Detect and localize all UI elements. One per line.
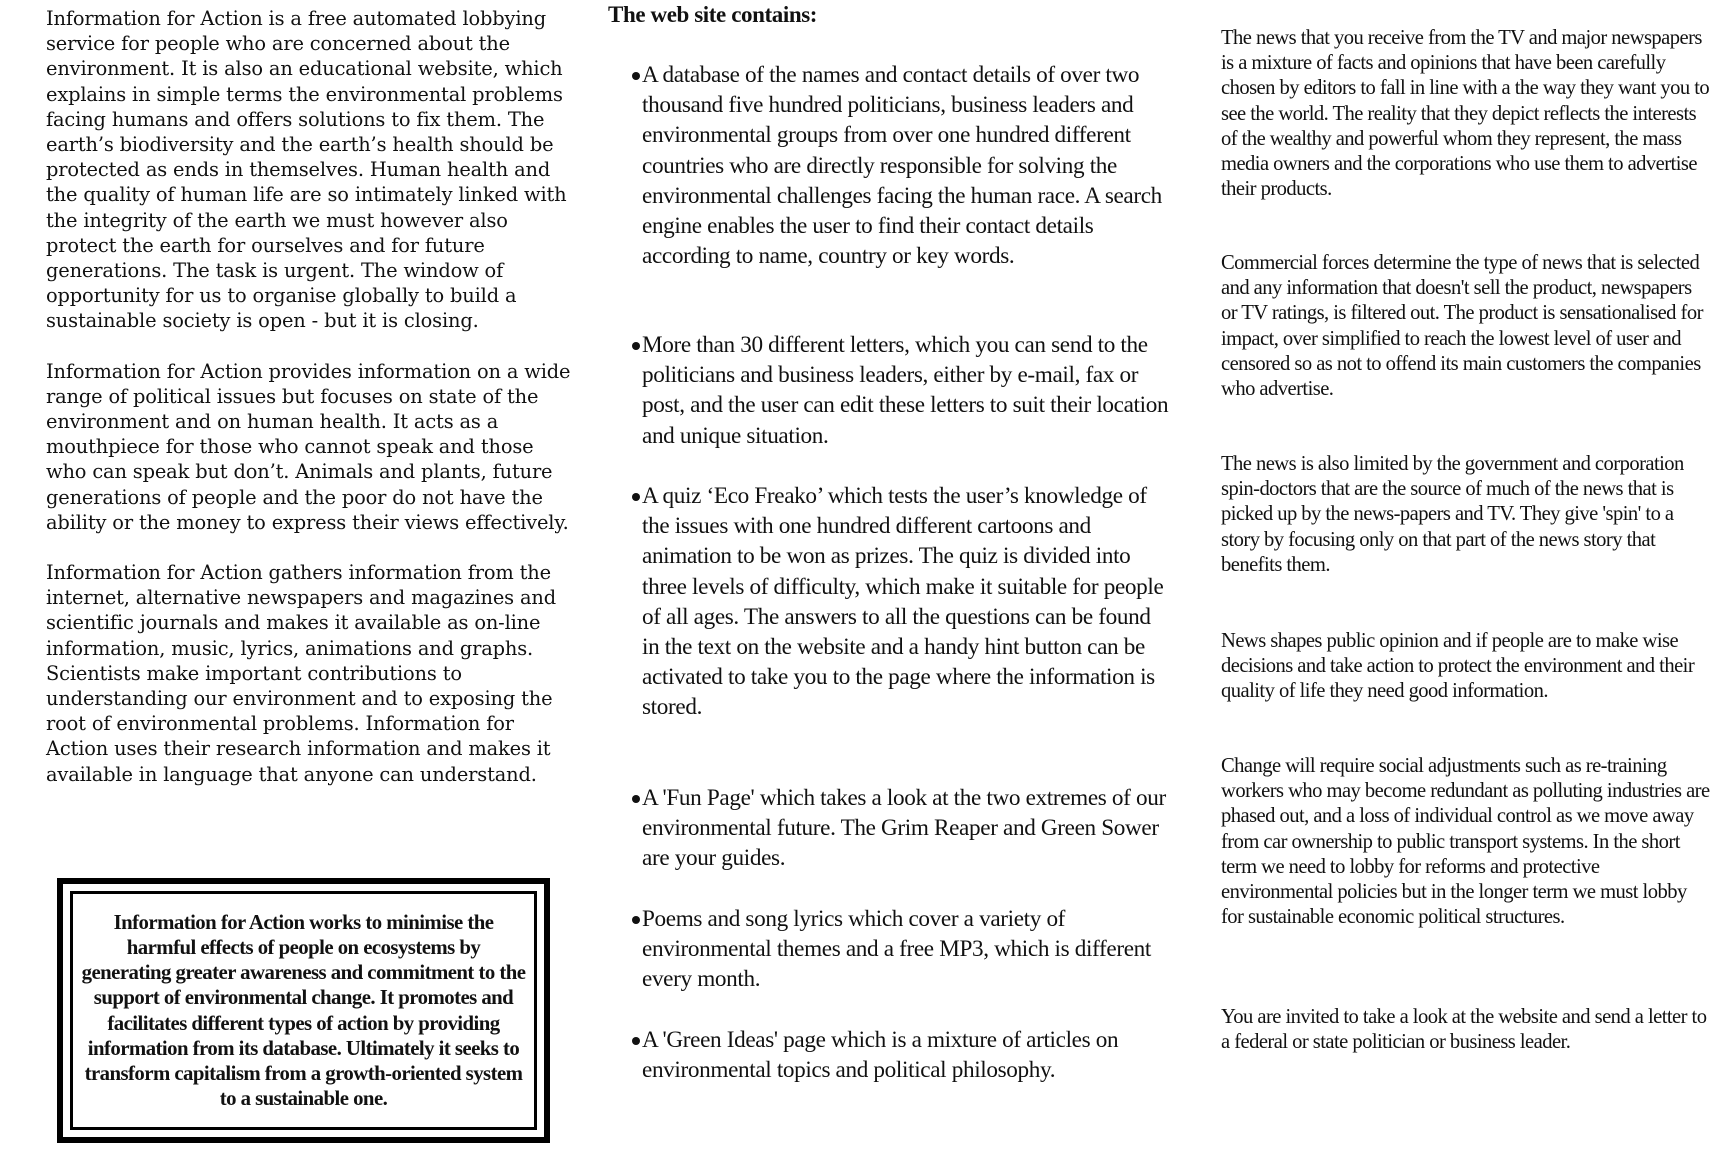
spin-doctors-paragraph: The news is also limited by the government and corporation spin-doctors that are the source of much of the news that is picked up by the news-papers and TV. They give 'spin' to a story by focusing only on that part of the news story that benefits them. bbox=[1221, 453, 1684, 576]
list-item-quiz bbox=[632, 481, 1172, 723]
mission-inner-border bbox=[70, 891, 537, 1130]
bullet-icon bbox=[632, 493, 640, 501]
list-item-poems bbox=[632, 904, 1172, 995]
change-paragraph: Change will require social adjustments such as re-training workers who may become redundant as polluting industries are phased out, and a loss of individual control as we move away from car ownership to public transport systems. In the short term we need to lobby for reforms and protective environmental policies but in the longer term we must lobby for sustainable economic political structures. bbox=[1221, 755, 1710, 929]
website-contents-heading: The web site contains: bbox=[608, 2, 818, 27]
bullet-icon bbox=[632, 342, 640, 350]
bullet-icon bbox=[632, 916, 640, 924]
list-item-text: A quiz ‘Eco Freako’ which tests the user’s knowledge of the issues with one hundred different cartoons and animation to be won as prizes. The quiz is divided into three levels of difficulty, which make it suitable for people of all ages. The answers to all the questions can be found in the text on the website and a handy hint button can be activated to take you to the page where the information is stored. bbox=[642, 483, 1164, 721]
mission-statement-box bbox=[57, 878, 550, 1143]
bullet-icon bbox=[632, 1037, 640, 1045]
list-item-text: Poems and song lyrics which cover a variety of environmental themes and a free MP3, which is different every month. bbox=[642, 906, 1151, 993]
bullet-icon bbox=[632, 72, 640, 80]
list-item-text: A database of the names and contact details of over two thousand five hundred politicians, business leaders and environmental groups from over one hundred different countries who are directly responsible for solving the environmental challenges facing the human race. A search engine enables the user to find their contact details according to name, country or key words. bbox=[642, 62, 1162, 270]
list-item-text: A 'Green Ideas' page which is a mixture of articles on environmental topics and political philosophy. bbox=[642, 1027, 1119, 1084]
list-item-green-ideas bbox=[632, 1025, 1172, 1085]
left-column bbox=[46, 0, 576, 787]
list-item-letters bbox=[632, 330, 1172, 451]
public-opinion-paragraph: News shapes public opinion and if people are to make wise decisions and take action to protect the environment and their quality of life they need good information. bbox=[1221, 630, 1695, 703]
mission-statement-text: Information for Action works to minimise the harmful effects of people on ecosystems by generating greater awareness and commitment to the support of environmental change. It promotes and facilitates different types of action by providing information from its database. Ultimately it seeks to transform capitalism from a growth-oriented system to a sustainable one. bbox=[81, 911, 526, 1110]
list-item-database bbox=[632, 60, 1172, 271]
invitation-paragraph: You are invited to take a look at the website and send a letter to a federal or state politician or business leader. bbox=[1221, 1006, 1707, 1054]
list-item-fun-page bbox=[632, 783, 1172, 874]
list-item-text: A 'Fun Page' which takes a look at the two extremes of our environmental future. The Grim Reaper and Green Sower are your guides. bbox=[642, 785, 1166, 872]
sources-paragraph: Information for Action gathers information from the internet, alternative newspapers and magazines and scientific journals and makes it available as on-line information, music, lyrics, animations and graphs. Scientists make important contributions to understanding our environment and to exposing the root of environmental problems. Information for Action uses their research information and makes it available in language that anyone can understand. bbox=[46, 561, 557, 786]
bullet-icon bbox=[632, 795, 640, 803]
focus-paragraph: Information for Action provides information on a wide range of political issues but focuses on state of the environment and on human health. It acts as a mouthpiece for those who cannot speak and those who can speak but don’t. Animals and plants, future generations of people and the poor do not have the ability or the money to express their views effectively. bbox=[46, 359, 571, 534]
media-paragraph: The news that you receive from the TV and major newspapers is a mixture of facts and opinions that have been carefully chosen by editors to fall in line with a the way they want you to see the world. The reality that they depict reflects the interests of the wealthy and powerful whom they represent, the mass media owners and the corporations who use them to advertise their products. bbox=[1221, 27, 1710, 201]
list-item-text: More than 30 different letters, which you can send to the politicians and business leaders, either by e-mail, fax or post, and the user can edit these letters to suit their location and unique situation. bbox=[642, 332, 1169, 449]
intro-paragraph: Information for Action is a free automated lobbying service for people who are concerned about the environment. It is also an educational website, which explains in simple terms the environmental problems facing humans and offers solutions to fix them. The earth’s biodiversity and the earth’s health should be protected as ends in themselves. Human health and the quality of human life are so intimately linked with the integrity of the earth we must however also protect the earth for ourselves and for future generations. The task is urgent. The window of opportunity for us to organise globally to build a sustainable society is open - but it is closing. bbox=[46, 7, 567, 333]
commercial-forces-paragraph: Commercial forces determine the type of news that is selected and any information that doesn't sell the product, newspapers or TV ratings, is filtered out. The product is sensationalised for impact, over simplified to reach the lowest level of user and censored so as not to offend its main customers the companies who advertise. bbox=[1221, 252, 1703, 401]
